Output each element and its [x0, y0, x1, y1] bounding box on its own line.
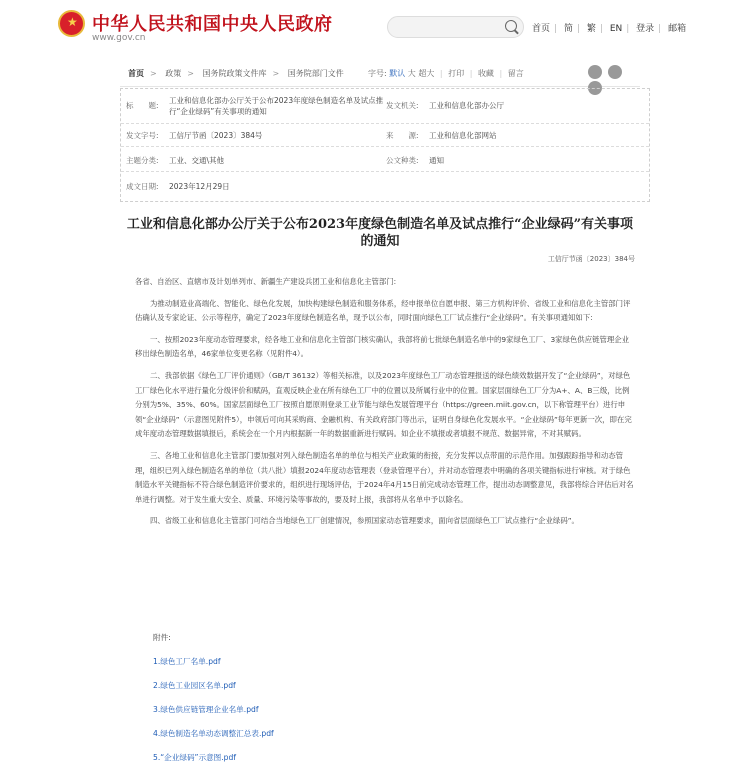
breadcrumb-dept-docs[interactable]: 国务院部门文件 — [287, 69, 344, 78]
paragraph: 一、按照2023年度动态管理要求，经各地工业和信息化主管部门核实确认，我部将前七批绿色制造名单中的9家绿色工厂、3家绿色供应链管理企业移出绿色制造名单，46家单位变更名称（见附件4）。 — [135, 334, 630, 359]
link-mail[interactable]: 邮箱 — [668, 24, 687, 34]
wechat-icon[interactable] — [608, 65, 622, 79]
print-button[interactable]: 打印 — [448, 69, 465, 78]
issuer-label: 发文机关: — [386, 101, 419, 110]
search-icon[interactable] — [505, 20, 517, 32]
docno-value: 工信厅节函〔2023〕384号 — [169, 131, 263, 140]
weibo-icon[interactable] — [588, 65, 602, 79]
attachment-link-5[interactable]: 5.“企业绿码”示意图.pdf — [153, 753, 236, 762]
salutation: 各省、自治区、直辖市及计划单列市、新疆生产建设兵团工业和信息化主管部门: — [135, 277, 397, 286]
site-title[interactable]: 中华人民共和国中央人民政府 — [92, 14, 333, 35]
topic-value: 工业、交通\其他 — [169, 156, 225, 165]
type-label: 公文种类: — [386, 156, 419, 165]
source-value: 工业和信息化部网站 — [429, 131, 497, 140]
date-label: 成文日期: — [126, 182, 159, 191]
source-label: 来 源: — [386, 131, 419, 140]
paragraph: 三、各地工业和信息化主管部门要加强对列入绿色制造名单的单位与相关产业政策的衔接，充分发挥以点带面的示范作用。加强跟踪指导和动态管理，组织已列入绿色制造名单的单位（共八批）填报2024年度动态管理表（登录管理平台），并对动态管理表中明确的各项关键指标进行审核。对于绿色制造水平关键指标不符合绿色制造评价要求的，组织进行现场评估，于2024年4月15日前完成动态管理工作，提出动态调整意见，我部将综合评估后对名单进行调整。对于发生重大安全、质量、环境污染等事故的，要及时上报，我部将从名单中予以除名。 — [135, 450, 634, 504]
breadcrumb-policy-library[interactable]: 国务院政策文件库 — [202, 69, 267, 78]
top-links: 首页 | 简 | 繁 | EN | 登录 | 邮箱 — [532, 24, 687, 34]
site-header — [0, 0, 747, 52]
link-login[interactable]: 登录 — [636, 24, 655, 34]
search-input[interactable] — [387, 16, 524, 38]
keep-button[interactable]: 留言 — [507, 69, 524, 78]
font-size-label: 字号: — [368, 69, 387, 78]
docno-label: 发文字号: — [126, 131, 159, 140]
favorite-button[interactable]: 收藏 — [477, 69, 494, 78]
paragraph: 二、我部依据《绿色工厂评价通则》（GB/T 36132）等相关标准，以及2023年度绿色工厂动态管理报送的绿色绩效数据开发了“企业绿码”，对绿色工厂绿色化水平进行量化分级评价和赋码，直观反映企业在所有绿色工厂中的位置以及所属行业中的位置。国家层面绿色工厂分为A+、A、B三级，比例分别为5%、35%、60%。国家层面绿色工厂按照自愿原则登录工业节能与绿色发展管理平台（https://green.miit.gov.cn，以下称管理平台）进行申领“企业绿码”（示意图见附件5），申领后可向其采购商、金融机构、有关政府部门等出示，证明自身绿色化发展水平。“企业绿码”每年更新一次，即在完成年度动态管理数据填报后，系统会在一个月内根据新一年的数据重新进行赋码。如企业不填报或者填报不规范、数据异常，不对其赋码。 — [135, 370, 632, 439]
breadcrumb-home[interactable]: 首页 — [128, 69, 144, 78]
article-body — [135, 275, 635, 536]
link-english[interactable]: EN — [609, 24, 623, 34]
font-size-large[interactable]: 大 — [407, 69, 416, 78]
info-row-topic — [121, 147, 649, 172]
info-row-title — [121, 89, 649, 124]
page-tools: 字号: 默认 大 超大 | 打印 | 收藏 | 留言 — [368, 69, 524, 78]
link-home[interactable]: 首页 — [532, 24, 551, 34]
breadcrumb-bar — [120, 60, 640, 87]
link-simplified[interactable]: 简 — [563, 24, 573, 34]
info-row-docno — [121, 124, 649, 147]
title-value: 工业和信息化部办公厅关于公布2023年度绿色制造名单及试点推行“企业绿码”有关事项的通知 — [169, 96, 384, 116]
article-title: 工业和信息化部办公厅关于公布2023年度绿色制造名单及试点推行“企业绿码”有关事项的通知 — [126, 217, 634, 249]
site-url: www.gov.cn — [92, 33, 146, 43]
national-emblem-icon[interactable] — [58, 10, 85, 37]
attachment-link-2[interactable]: 2.绿色工业园区名单.pdf — [153, 681, 236, 690]
attachment-link-3[interactable]: 3.绿色供应链管理企业名单.pdf — [153, 705, 259, 714]
article-docno: 工信厅节函〔2023〕384号 — [547, 255, 635, 263]
document-info-table — [120, 88, 650, 202]
topic-label: 主题分类: — [126, 156, 159, 165]
issuer-value: 工业和信息化部办公厅 — [429, 101, 504, 110]
font-size-xlarge[interactable]: 超大 — [418, 69, 435, 78]
date-value: 2023年12月29日 — [169, 182, 230, 191]
info-row-date — [121, 172, 649, 200]
attachment-link-4[interactable]: 4.绿色制造名单动态调整汇总表.pdf — [153, 729, 274, 738]
attachment-link-1[interactable]: 1.绿色工厂名单.pdf — [153, 657, 221, 666]
title-label: 标 题: — [126, 101, 159, 110]
breadcrumb-policy[interactable]: 政策 — [165, 69, 182, 78]
paragraph: 四、省级工业和信息化主管部门可结合当地绿色工厂创建情况，参照国家动态管理要求，面向省层面绿色工厂试点推行“企业绿码”。 — [150, 516, 579, 526]
paragraph: 为推动制造业高端化、智能化、绿色化发展，加快构建绿色制造和服务体系，经申报单位自愿申报、第三方机构评价、省级工业和信息化主管部门评估确认及专家论证、公示等程序，确定了2023年度绿色制造名单，现予以公布，同时面向绿色工厂试点推行“企业绿码”。有关事项通知如下: — [135, 298, 631, 323]
attachments-label: 附件: — [153, 633, 171, 642]
font-size-default[interactable]: 默认 — [389, 69, 406, 78]
breadcrumb: 首页 > 政策 > 国务院政策文件库 > 国务院部门文件 — [128, 69, 344, 78]
type-value: 通知 — [429, 156, 444, 165]
link-traditional[interactable]: 繁 — [586, 24, 596, 34]
